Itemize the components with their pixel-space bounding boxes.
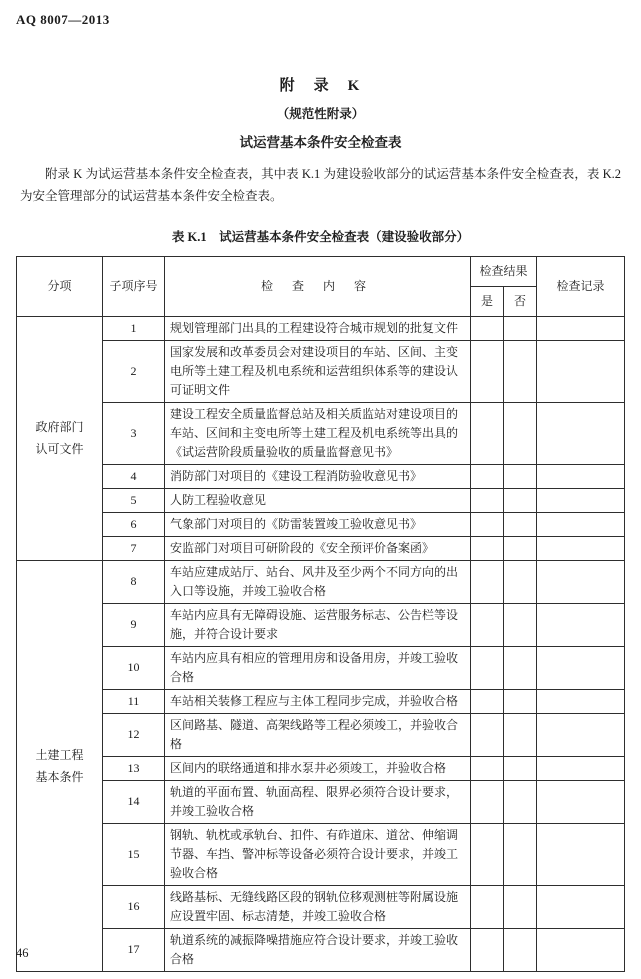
record-cell xyxy=(537,512,625,536)
category-cell xyxy=(17,560,103,971)
table-row xyxy=(17,316,625,340)
table-row xyxy=(17,536,625,560)
sub-no-cell: 1 xyxy=(103,316,165,340)
header-sub-no: 子项序号 xyxy=(103,256,165,316)
category-cell xyxy=(17,316,103,560)
sub-no-cell: 7 xyxy=(103,536,165,560)
record-cell xyxy=(537,402,625,464)
record-cell xyxy=(537,340,625,402)
record-cell xyxy=(537,885,625,928)
result-yes-cell xyxy=(471,464,504,488)
sub-no-cell: 15 xyxy=(103,823,165,885)
content-cell: 车站内应具有无障碍设施、运营服务标志、公告栏等设施，并符合设计要求 xyxy=(165,603,471,646)
result-yes-cell xyxy=(471,560,504,603)
result-no-cell xyxy=(504,536,537,560)
content-cell: 车站内应具有相应的管理用房和设备用房，并竣工验收合格 xyxy=(165,646,471,689)
result-no-cell xyxy=(504,316,537,340)
table-row xyxy=(17,756,625,780)
header-yes: 是 xyxy=(471,286,504,316)
header-category: 分项 xyxy=(17,256,103,316)
result-yes-cell xyxy=(471,340,504,402)
result-no-cell xyxy=(504,340,537,402)
result-no-cell xyxy=(504,885,537,928)
result-yes-cell xyxy=(471,536,504,560)
result-no-cell xyxy=(504,603,537,646)
content-cell: 轨道的平面布置、轨面高程、限界必须符合设计要求，并竣工验收合格 xyxy=(165,780,471,823)
content-cell: 轨道系统的减振降噪措施应符合设计要求，并竣工验收合格 xyxy=(165,928,471,971)
result-yes-cell xyxy=(471,823,504,885)
sub-no-cell: 12 xyxy=(103,713,165,756)
table-row xyxy=(17,512,625,536)
content-cell: 车站应建成站厅、站台、风井及至少两个不同方向的出入口等设施，并竣工验收合格 xyxy=(165,560,471,603)
table-row xyxy=(17,560,625,603)
result-no-cell xyxy=(504,928,537,971)
sub-no-cell: 11 xyxy=(103,689,165,713)
result-yes-cell xyxy=(471,928,504,971)
table-row xyxy=(17,340,625,402)
table-row xyxy=(17,689,625,713)
record-cell xyxy=(537,536,625,560)
table-row xyxy=(17,885,625,928)
content-cell: 人防工程验收意见 xyxy=(165,488,471,512)
appendix-title-block xyxy=(16,74,625,151)
intro-paragraph: 附录 K 为试运营基本条件安全检查表，其中表 K.1 为建设验收部分的试运营基本条件安全检查表，表 K.2 为安全管理部分的试运营基本条件安全检查表。 xyxy=(20,167,621,203)
category-label: 政府部门认可文件 xyxy=(35,420,84,457)
result-no-cell xyxy=(504,823,537,885)
record-cell xyxy=(537,560,625,603)
sub-no-cell: 4 xyxy=(103,464,165,488)
result-no-cell xyxy=(504,713,537,756)
result-yes-cell xyxy=(471,488,504,512)
header-content: 检 查 内 容 xyxy=(165,256,471,316)
content-cell: 气象部门对项目的《防雷装置竣工验收意见书》 xyxy=(165,512,471,536)
table-row xyxy=(17,780,625,823)
sub-no-cell: 3 xyxy=(103,402,165,464)
record-cell xyxy=(537,488,625,512)
record-cell xyxy=(537,713,625,756)
header-record: 检查记录 xyxy=(537,256,625,316)
sub-no-cell: 17 xyxy=(103,928,165,971)
table-row xyxy=(17,464,625,488)
appendix-title: 附 录 K xyxy=(279,78,362,94)
sub-no-cell: 13 xyxy=(103,756,165,780)
record-cell xyxy=(537,603,625,646)
sub-no-cell: 8 xyxy=(103,560,165,603)
record-cell xyxy=(537,823,625,885)
result-no-cell xyxy=(504,560,537,603)
sub-no-cell: 16 xyxy=(103,885,165,928)
result-yes-cell xyxy=(471,713,504,756)
result-yes-cell xyxy=(471,316,504,340)
result-no-cell xyxy=(504,756,537,780)
table-row xyxy=(17,823,625,885)
record-cell xyxy=(537,928,625,971)
table-header-row xyxy=(17,256,625,286)
result-yes-cell xyxy=(471,402,504,464)
record-cell xyxy=(537,646,625,689)
header-no: 否 xyxy=(504,286,537,316)
record-cell xyxy=(537,316,625,340)
content-cell: 车站相关装修工程应与主体工程同步完成，并验收合格 xyxy=(165,689,471,713)
record-cell xyxy=(537,780,625,823)
appendix-subtitle: （规范性附录） xyxy=(276,107,365,121)
record-cell xyxy=(537,689,625,713)
header-result: 检查结果 xyxy=(471,256,537,286)
record-cell xyxy=(537,464,625,488)
result-yes-cell xyxy=(471,780,504,823)
result-yes-cell xyxy=(471,512,504,536)
result-yes-cell xyxy=(471,646,504,689)
page-number: 46 xyxy=(16,946,29,960)
result-yes-cell xyxy=(471,689,504,713)
sub-no-cell: 9 xyxy=(103,603,165,646)
sub-no-cell: 6 xyxy=(103,512,165,536)
appendix-name: 试运营基本条件安全检查表 xyxy=(239,135,402,150)
content-cell: 建设工程安全质量监督总站及相关质监站对建设项目的车站、区间和主变电所等土建工程及机电系统等出具的《试运营阶段质量验收的质量监督意见书》 xyxy=(165,402,471,464)
content-cell: 安监部门对项目可研阶段的《安全预评价备案函》 xyxy=(165,536,471,560)
sub-no-cell: 10 xyxy=(103,646,165,689)
result-yes-cell xyxy=(471,603,504,646)
table-row xyxy=(17,402,625,464)
table-row xyxy=(17,928,625,971)
table-row xyxy=(17,713,625,756)
result-no-cell xyxy=(504,488,537,512)
result-no-cell xyxy=(504,402,537,464)
category-label: 土建工程基本条件 xyxy=(35,747,84,784)
result-no-cell xyxy=(504,646,537,689)
table-row xyxy=(17,603,625,646)
result-no-cell xyxy=(504,689,537,713)
table-caption: 表 K.1 试运营基本条件安全检查表（建设验收部分） xyxy=(171,229,470,244)
table-row xyxy=(17,488,625,512)
result-yes-cell xyxy=(471,756,504,780)
content-cell: 线路基标、无缝线路区段的钢轨位移观测桩等附属设施应设置牢固、标志清楚，并竣工验收合格 xyxy=(165,885,471,928)
record-cell xyxy=(537,756,625,780)
result-yes-cell xyxy=(471,885,504,928)
result-no-cell xyxy=(504,780,537,823)
content-cell: 区间路基、隧道、高架线路等工程必须竣工，并验收合格 xyxy=(165,713,471,756)
result-no-cell xyxy=(504,512,537,536)
doc-code: AQ 8007—2013 xyxy=(16,12,110,27)
sub-no-cell: 14 xyxy=(103,780,165,823)
content-cell: 钢轨、轨枕或承轨台、扣件、有砟道床、道岔、伸缩调节器、车挡、警冲标等设备必须符合设计要求，并竣工验收合格 xyxy=(165,823,471,885)
table-row xyxy=(17,646,625,689)
content-cell: 区间内的联络通道和排水泵井必须竣工，并验收合格 xyxy=(165,756,471,780)
checklist-table xyxy=(16,256,625,972)
sub-no-cell: 5 xyxy=(103,488,165,512)
sub-no-cell: 2 xyxy=(103,340,165,402)
content-cell: 规划管理部门出具的工程建设符合城市规划的批复文件 xyxy=(165,316,471,340)
content-cell: 国家发展和改革委员会对建设项目的车站、区间、主变电所等土建工程及机电系统和运营组织体系等的建设认可证明文件 xyxy=(165,340,471,402)
content-cell: 消防部门对项目的《建设工程消防验收意见书》 xyxy=(165,464,471,488)
result-no-cell xyxy=(504,464,537,488)
